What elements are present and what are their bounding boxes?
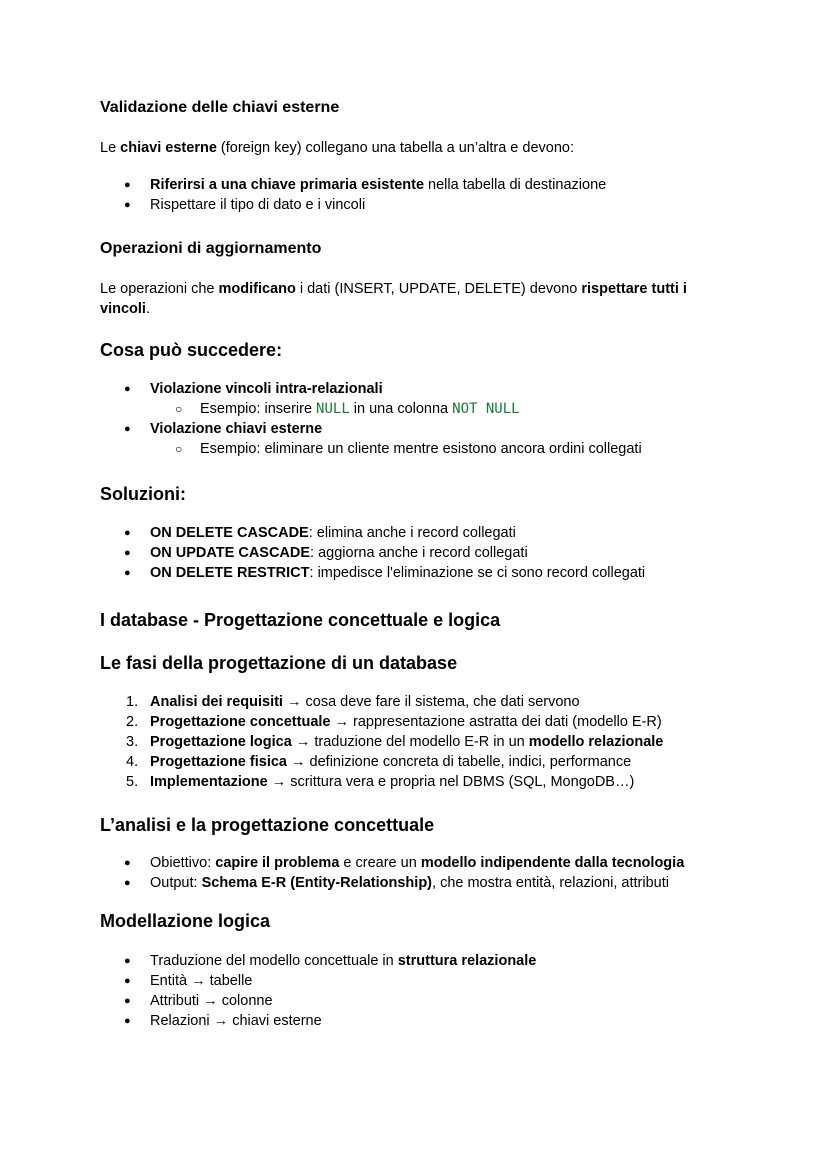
list-soluzioni [100, 523, 645, 583]
paragraph-operazioni [100, 279, 730, 319]
paragraph-chiavi-esterne [100, 138, 730, 158]
list-item [100, 692, 663, 712]
bold-text: Violazione chiavi esterne [150, 421, 323, 437]
item-number: 3. [126, 734, 139, 750]
heading-soluzioni: Soluzioni: [100, 484, 186, 504]
heading-database-progettazione: I database - Progettazione concettuale e logica [100, 610, 501, 630]
list-fasi [100, 692, 663, 792]
list-item [100, 379, 642, 419]
list-item: ● Rispettare il tipo di dato e i vincoli [100, 195, 606, 215]
text: Obiettivo: [150, 855, 216, 871]
sublist [150, 399, 642, 419]
list-item [100, 419, 642, 459]
text: , che mostra entità, relazioni, attributi [432, 875, 669, 891]
list-modellazione [100, 951, 536, 1031]
bold-text: Analisi dei requisiti [150, 694, 283, 710]
code-not-null: NOT NULL [452, 401, 520, 417]
bold-text: capire il problema [215, 855, 340, 871]
heading-modellazione-logica: Modellazione logica [100, 911, 271, 931]
bold-text: modificano [218, 281, 296, 297]
heading-fasi-progettazione: Le fasi della progettazione di un database [100, 653, 458, 673]
sublist-item [150, 399, 642, 419]
bold-text: rispettare tutti i vincoli [100, 281, 687, 317]
bold-text: Progettazione concettuale [150, 714, 331, 730]
bold-text: Violazione vincoli intra-relazionali [150, 381, 383, 397]
heading-operazioni: Operazioni di aggiornamento [100, 240, 322, 257]
list-violazioni [100, 379, 642, 459]
text: (foreign key) collegano una tabella a un’altra e devono: [216, 140, 575, 156]
list-item [100, 752, 663, 772]
list-fk-rules [100, 175, 606, 215]
bold-text: Schema E-R (Entity-Relationship) [201, 875, 433, 891]
text: : aggiorna anche i record collegati [310, 545, 528, 561]
text: e creare un [339, 855, 421, 871]
bold-text: Implementazione [150, 774, 268, 790]
list-item [100, 772, 663, 792]
list-item [100, 853, 684, 873]
list-item: ● Relazioni → chiavi esterne [100, 1011, 536, 1031]
heading-analisi-concettuale: L’analisi e la progettazione concettuale [100, 815, 435, 835]
bold-text: modello indipendente dalla tecnologia [420, 855, 685, 871]
bold-text: Progettazione logica [150, 734, 292, 750]
bold-text: chiavi esterne [120, 140, 217, 156]
item-number: 4. [126, 754, 139, 770]
text: → traduzione del modello E-R in un [291, 734, 529, 750]
bold-text: Riferirsi a una chiave primaria esistente [150, 177, 425, 193]
code-null: NULL [316, 401, 350, 417]
sublist [150, 439, 642, 459]
item-number: 1. [126, 694, 139, 710]
bold-text: ON DELETE RESTRICT [150, 565, 310, 581]
text: in una colonna [349, 401, 453, 417]
text: : elimina anche i record collegati [308, 525, 516, 541]
list-item [100, 175, 606, 195]
text: Le operazioni che [100, 281, 219, 297]
text: nella tabella di destinazione [424, 177, 607, 193]
list-item [100, 732, 663, 752]
text: Le [100, 140, 121, 156]
text: → definizione concreta di tabelle, indici, performance [286, 754, 632, 770]
text: . [145, 301, 150, 317]
list-item [100, 951, 536, 971]
text: → scrittura vera e propria nel DBMS (SQL, MongoDB…) [267, 774, 635, 790]
list-analisi [100, 853, 684, 893]
bold-text: modello relazionale [528, 734, 664, 750]
sublist-item: ○ Esempio: eliminare un cliente mentre esistono ancora ordini collegati [150, 439, 642, 459]
list-item [100, 563, 645, 583]
text: Traduzione del modello concettuale in [150, 953, 398, 969]
list-item [100, 712, 663, 732]
text: → cosa deve fare il sistema, che dati servono [282, 694, 580, 710]
text: Esempio: inserire [200, 401, 317, 417]
bold-text: ON DELETE CASCADE [150, 525, 309, 541]
list-item [100, 543, 645, 563]
list-item [100, 523, 645, 543]
bold-text: struttura relazionale [397, 953, 537, 969]
bold-text: Progettazione fisica [150, 754, 287, 770]
text: Output: [150, 875, 202, 891]
list-item: ● Attributi → colonne [100, 991, 536, 1011]
text: → rappresentazione astratta dei dati (modello E-R) [330, 714, 662, 730]
text: i dati (INSERT, UPDATE, DELETE) devono [295, 281, 582, 297]
heading-cosa-puo-succedere: Cosa può succedere: [100, 340, 283, 360]
item-number: 2. [126, 714, 139, 730]
list-item: ● Entità → tabelle [100, 971, 536, 991]
bold-text: ON UPDATE CASCADE [150, 545, 311, 561]
item-number: 5. [126, 774, 139, 790]
text: : impedisce l'eliminazione se ci sono record collegati [309, 565, 646, 581]
list-item [100, 873, 684, 893]
heading-validazione: Validazione delle chiavi esterne [100, 99, 340, 116]
